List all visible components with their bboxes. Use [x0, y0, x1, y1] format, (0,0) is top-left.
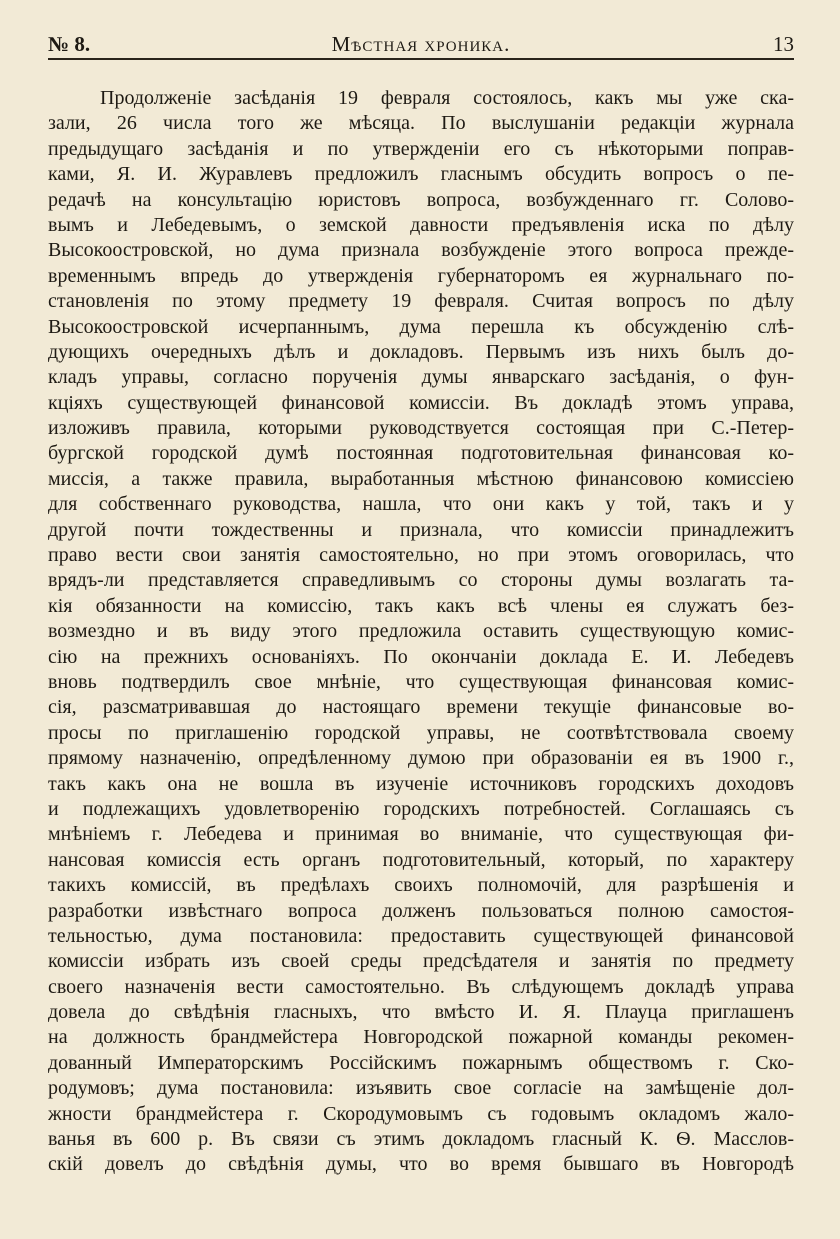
- text-line: такихъ комиссій, въ предѣлахъ своихъ полномочій, для разрѣшенія и: [48, 874, 794, 897]
- text-line: ками, Я. И. Журавлевъ предложилъ гласнымъ обсудить вопросъ о пе-: [48, 163, 794, 186]
- text-line: для собственнаго руководства, нашла, что они какъ у той, такъ и у: [48, 493, 794, 516]
- text-line: нансовая комиссія есть органъ подготовительный, который, по характеру: [48, 848, 794, 871]
- body-text: [48, 86, 794, 1178]
- text-line: просы по приглашенію городской управы, не соотвѣтствовала своему: [48, 721, 794, 744]
- text-line: кладъ управы, согласно порученія думы январскаго засѣданія, о фун-: [48, 366, 794, 389]
- text-line: зали, 26 числа того же мѣсяца. По выслушаніи редакціи журнала: [48, 112, 794, 135]
- text-line: вымъ и Лебедевымъ, о земской давности предъявленія иска по дѣлу: [48, 213, 794, 236]
- text-line: Продолженіе засѣданія 19 февраля состоялось, какъ мы уже ска-: [100, 87, 794, 109]
- running-title: Мѣстная хроника.: [331, 32, 511, 56]
- text-line: Высокоостровской, но дума признала возбужденіе этого вопроса прежде-: [48, 239, 794, 262]
- text-line: такъ какъ она не вошла въ изученіе источниковъ городскихъ доходовъ: [48, 772, 794, 795]
- text-line: дующихъ очередныхъ дѣлъ и докладовъ. Первымъ изъ нихъ былъ до-: [48, 340, 794, 363]
- page-header: [48, 30, 794, 60]
- text-line: Высокоостровской исчерпаннымъ, дума перешла къ обсужденію слѣ-: [48, 315, 794, 338]
- text-line: мнѣніемъ г. Лебедева и принимая во вниманіе, что существующая фи-: [48, 823, 794, 846]
- text-line: кія обязанности на комиссію, такъ какъ всѣ члены ея служатъ без-: [48, 594, 794, 617]
- text-line: предыдущаго засѣданія и по утвержденіи его съ нѣкоторыми поправ-: [48, 137, 794, 160]
- text-line: возмездно и въ виду этого предложила оставить существующую комис-: [48, 620, 794, 643]
- text-line: временнымъ впредь до утвержденія губернаторомъ ея журнальнаго по-: [48, 264, 794, 287]
- text-line: ванья въ 600 р. Въ связи съ этимъ докладомъ гласный К. Ѳ. Масслов-: [48, 1128, 794, 1151]
- text-line: на должность брандмейстера Новгородской пожарной команды рекомен-: [48, 1026, 794, 1049]
- text-line: сію на прежнихъ основаніяхъ. По окончаніи доклада Е. И. Лебедевъ: [48, 645, 794, 668]
- page-number: 13: [773, 32, 794, 56]
- text-line: прямому назначенію, опредѣленному думою при образованіи ея въ 1900 г.,: [48, 747, 794, 770]
- text-line: своего назначенія вести самостоятельно. Въ слѣдующемъ докладѣ управа: [48, 975, 794, 998]
- text-line: родумовъ; дума постановила: изъявить свое согласіе на замѣщеніе дол-: [48, 1077, 794, 1100]
- issue-number: № 8.: [48, 32, 91, 56]
- text-line: комиссіи избрать изъ своей среды предсѣдателя и занятія по предмету: [48, 950, 794, 973]
- text-line: довела до свѣдѣнія гласныхъ, что вмѣсто И. Я. Плауца приглашенъ: [48, 1001, 794, 1024]
- text-line: тельностью, дума постановила: предоставить существующей финансовой: [48, 924, 794, 947]
- text-line: изложивъ правила, которыми руководствуется состоящая при С.-Петер-: [48, 417, 794, 440]
- text-line: редачѣ на консультацію юристовъ вопроса, возбужденнаго гг. Солово-: [48, 188, 794, 211]
- text-line: разработки извѣстнаго вопроса долженъ пользоваться полною самостоя-: [48, 899, 794, 922]
- text-line: врядъ-ли представляется справедливымъ со стороны думы возлагать та-: [48, 569, 794, 592]
- text-line: жности брандмейстера г. Скородумовымъ съ годовымъ окладомъ жало-: [48, 1102, 794, 1125]
- text-line: право вести свои занятія самостоятельно, но при этомъ оговорилась, что: [48, 544, 794, 567]
- text-line: вновь подтвердилъ свое мнѣніе, что существующая финансовая комис-: [48, 670, 794, 693]
- text-line: другой почти тождественны и признала, что комиссіи принадлежитъ: [48, 518, 794, 541]
- text-line: дованный Императорскимъ Россійскимъ пожарнымъ обществомъ г. Ско-: [48, 1051, 794, 1074]
- text-line: кціяхъ существующей финансовой комиссіи. Въ докладѣ этомъ управа,: [48, 391, 794, 414]
- text-line: бургской городской думѣ постоянная подготовительная финансовая ко-: [48, 442, 794, 465]
- text-line: миссія, а также правила, выработанныя мѣстною финансовою комиссіею: [48, 467, 794, 490]
- text-line: становленія по этому предмету 19 февраля. Считая вопросъ по дѣлу: [48, 290, 794, 313]
- text-line: сія, разсматривавшая до настоящаго времени текущіе финансовые во-: [48, 696, 794, 719]
- text-line: и подлежащихъ удовлетворенію городскихъ потребностей. Соглашаясь съ: [48, 797, 794, 820]
- text-line: скій довелъ до свѣдѣнія думы, что во время бывшаго въ Новгородѣ: [48, 1153, 794, 1176]
